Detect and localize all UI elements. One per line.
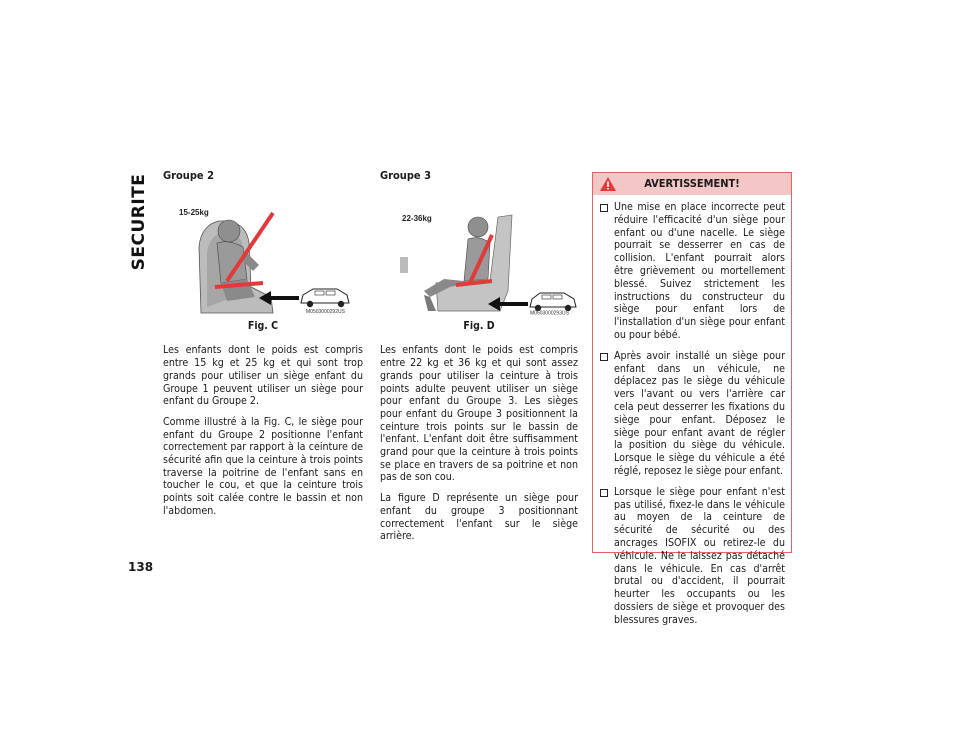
group3-paragraph-1: Les enfants dont le poids est compris entre 22 kg et 36 kg et qui sont assez grands pour utiliser la ceinture à trois points adulte peuvent utiliser un siège pour enfant du Groupe 3. Les sièges pour enfant du Groupe 3 positionnent la ceinture trois points sur le bassin de l'enfant. L'enfant doit être suffisamment grand pour que la ceinture à trois points se place en travers de sa poitrine et non pas de son cou. xyxy=(380,344,578,484)
warning-box xyxy=(592,172,792,626)
warning-triangle-icon xyxy=(599,176,617,192)
page-number: 138 xyxy=(128,560,154,574)
figure-c-illustration xyxy=(163,187,363,315)
warning-item xyxy=(599,486,785,627)
group2-paragraph-2: Comme illustré à la Fig. C, le siège pour enfant du Groupe 2 positionne l'enfant correctement par rapport à la ceinture de sécurité afin que la ceinture à trois points traverse la poitrine de l'enfant sans en toucher le cou, et que la ceinture trois points soit calée contre le bassin et non l'abdomen. xyxy=(163,415,363,517)
warning-item-text: Une mise en place incorrecte peut réduire l'efficacité d'un siège pour enfant ou d'une nacelle. Le siège pourrait se desserrer en cas de collision. L'enfant pourrait alors être grièvement ou mortellement blessé. Suivez strictement les instructions du constructeur du siège pour enfant lors de l'installation d'un siège pour enfant ou pour bébé. xyxy=(614,201,785,341)
warning-header xyxy=(593,173,791,195)
group3-paragraph-2: La figure D représente un siège pour enfant du groupe 3 positionnant correctement l'enfant sur le siège arrière. xyxy=(380,492,578,543)
warning-item-text: Lorsque le siège pour enfant n'est pas utilisé, fixez-le dans le véhicule au moyen de la ceinture de sécurité de sécurité ou des ancrages ISOFIX ou retirez-le du véhicule. Ne le laissez pas détaché dans le véhicule. En cas d'arrêt brutal ou d'accident, il pourrait heurter les occupants ou les dossiers de siège et provoquer des blessures graves. xyxy=(614,485,785,626)
warning-item-text: Après avoir installé un siège pour enfant dans un véhicule, ne déplacez pas le siège du véhicule vers l'avant ou vers l'arrière car cela peut desserrer les fixations du siège pour enfant. Déposez le siège pour enfant avant de régler la position du siège du véhicule. Lorsque le siège du véhicule a été réglé, reposez le siège pour enfant. xyxy=(614,349,785,477)
bullet-square-icon xyxy=(600,353,608,361)
group2-column xyxy=(163,170,363,526)
bullet-square-icon xyxy=(600,489,608,497)
group3-column xyxy=(380,170,578,551)
figure-c-code: M0503000292US xyxy=(306,308,345,315)
figure-c-weight-label: 15-25kg xyxy=(179,207,209,217)
warning-item xyxy=(599,350,785,478)
figure-d-weight-label: 22-36kg xyxy=(402,213,432,223)
warning-list xyxy=(593,195,791,627)
warning-title: AVERTISSEMENT! xyxy=(644,177,740,190)
group2-paragraph-1: Les enfants dont le poids est compris entre 15 kg et 25 kg et qui sont trop grands pour utiliser un siège enfant du Groupe 1 peuvent utiliser un siège pour enfant du Groupe 2. xyxy=(163,344,363,408)
figure-d-code: M0503000293US xyxy=(530,310,569,315)
figure-c-caption: Fig. C xyxy=(247,319,279,332)
warning-item xyxy=(599,201,785,342)
bullet-square-icon xyxy=(600,204,608,212)
section-tab xyxy=(124,170,154,274)
figure-d-illustration xyxy=(380,187,578,315)
figure-d xyxy=(380,187,578,315)
group2-heading: Groupe 2 xyxy=(163,169,214,182)
figure-c xyxy=(163,187,363,315)
figure-d-caption: Fig. D xyxy=(463,319,495,332)
group3-heading: Groupe 3 xyxy=(380,169,431,182)
section-tab-label: SECURITE xyxy=(129,173,149,271)
